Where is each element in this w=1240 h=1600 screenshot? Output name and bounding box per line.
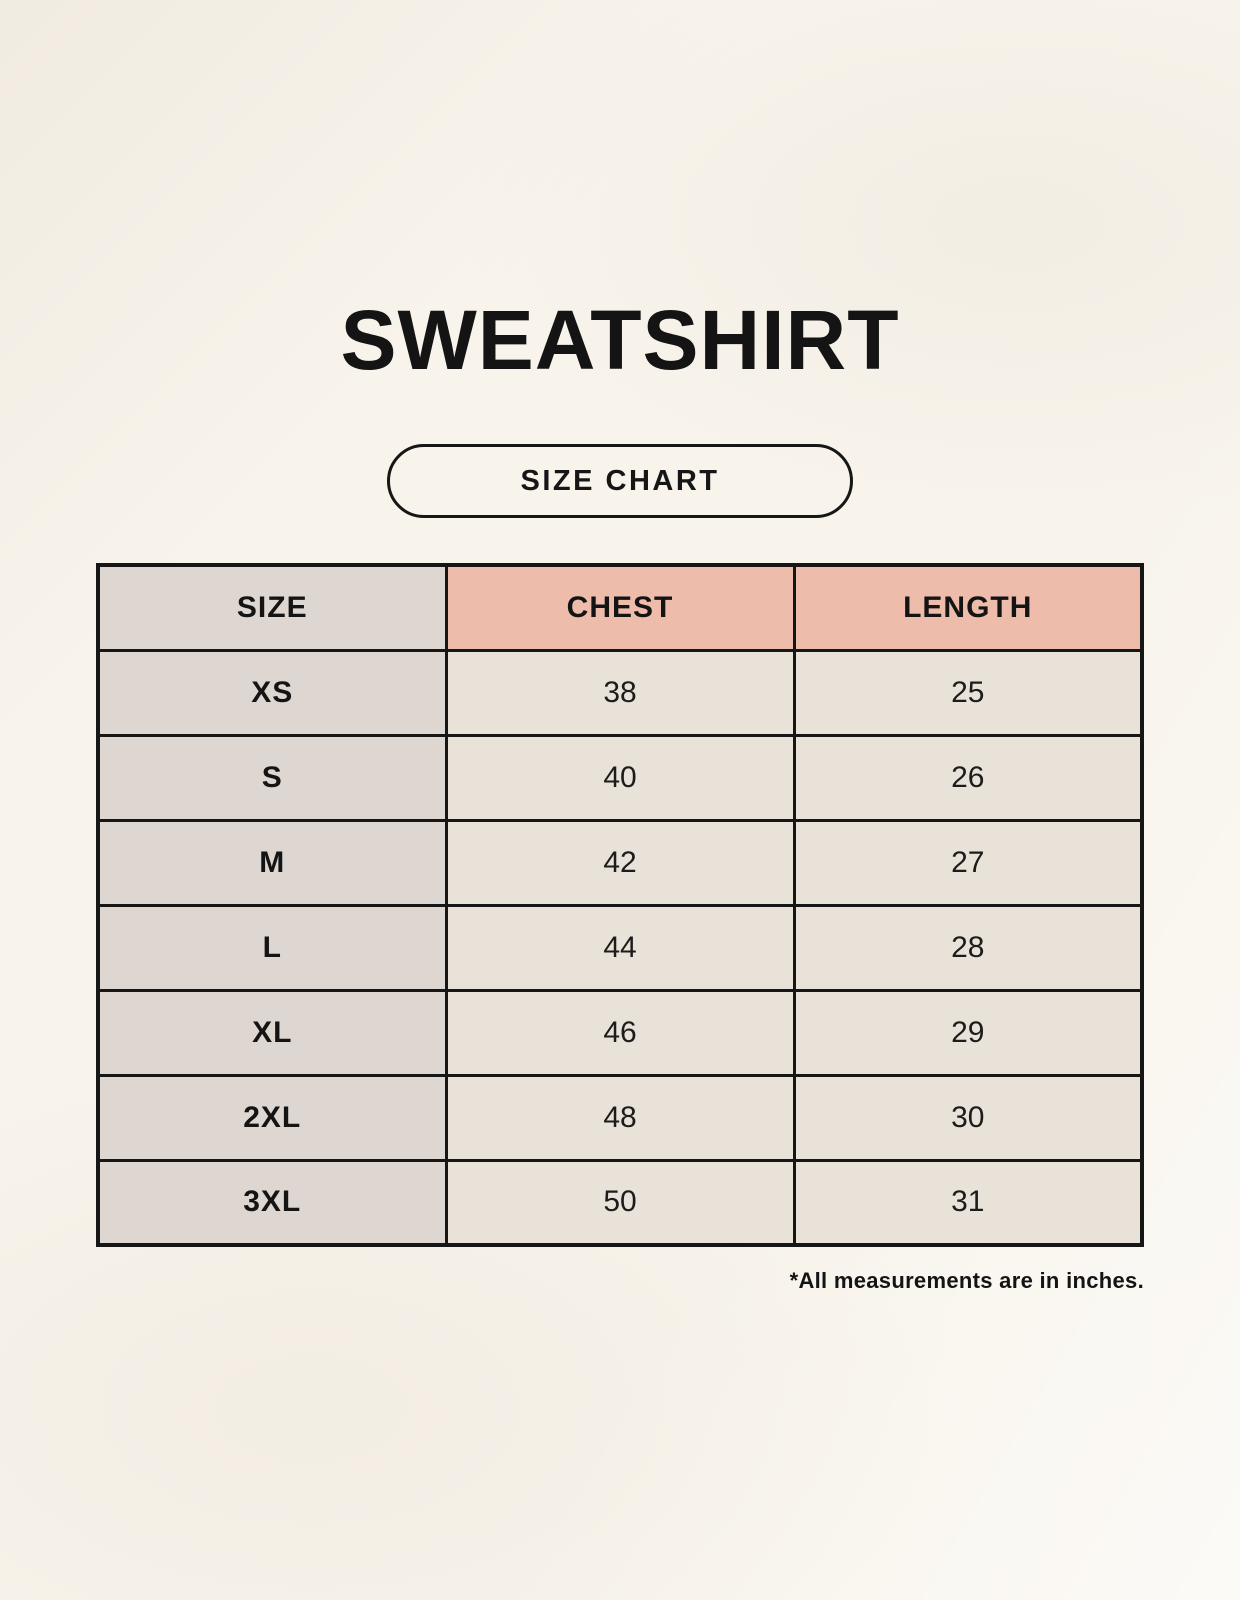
column-header-length: LENGTH <box>794 565 1142 650</box>
length-value: 26 <box>794 735 1142 820</box>
chest-value: 38 <box>446 650 794 735</box>
length-value: 31 <box>794 1160 1142 1245</box>
length-value: 25 <box>794 650 1142 735</box>
length-value: 29 <box>794 990 1142 1075</box>
size-chart-table <box>96 563 1144 1247</box>
size-label: S <box>98 735 446 820</box>
length-value: 30 <box>794 1075 1142 1160</box>
table-row <box>98 905 1142 990</box>
length-value: 27 <box>794 820 1142 905</box>
size-label: 2XL <box>98 1075 446 1160</box>
size-chart-button-label: SIZE CHART <box>520 464 720 497</box>
chest-value: 48 <box>446 1075 794 1160</box>
chest-value: 50 <box>446 1160 794 1245</box>
size-label: XL <box>98 990 446 1075</box>
measurements-note: *All measurements are in inches. <box>789 1268 1144 1293</box>
table-row <box>98 820 1142 905</box>
table-header <box>98 565 1142 650</box>
table-row <box>98 1160 1142 1245</box>
size-label: XS <box>98 650 446 735</box>
table-body <box>98 650 1142 1245</box>
page-title: SWEATSHIRT <box>340 293 900 387</box>
size-label: 3XL <box>98 1160 446 1245</box>
size-label: M <box>98 820 446 905</box>
table-row <box>98 990 1142 1075</box>
size-label: L <box>98 905 446 990</box>
table-row <box>98 1075 1142 1160</box>
table-row <box>98 650 1142 735</box>
size-chart-button[interactable] <box>387 444 853 518</box>
chest-value: 44 <box>446 905 794 990</box>
column-header-chest: CHEST <box>446 565 794 650</box>
chest-value: 46 <box>446 990 794 1075</box>
table-row <box>98 735 1142 820</box>
chest-value: 40 <box>446 735 794 820</box>
header-row <box>98 565 1142 650</box>
column-header-size: SIZE <box>98 565 446 650</box>
chest-value: 42 <box>446 820 794 905</box>
length-value: 28 <box>794 905 1142 990</box>
